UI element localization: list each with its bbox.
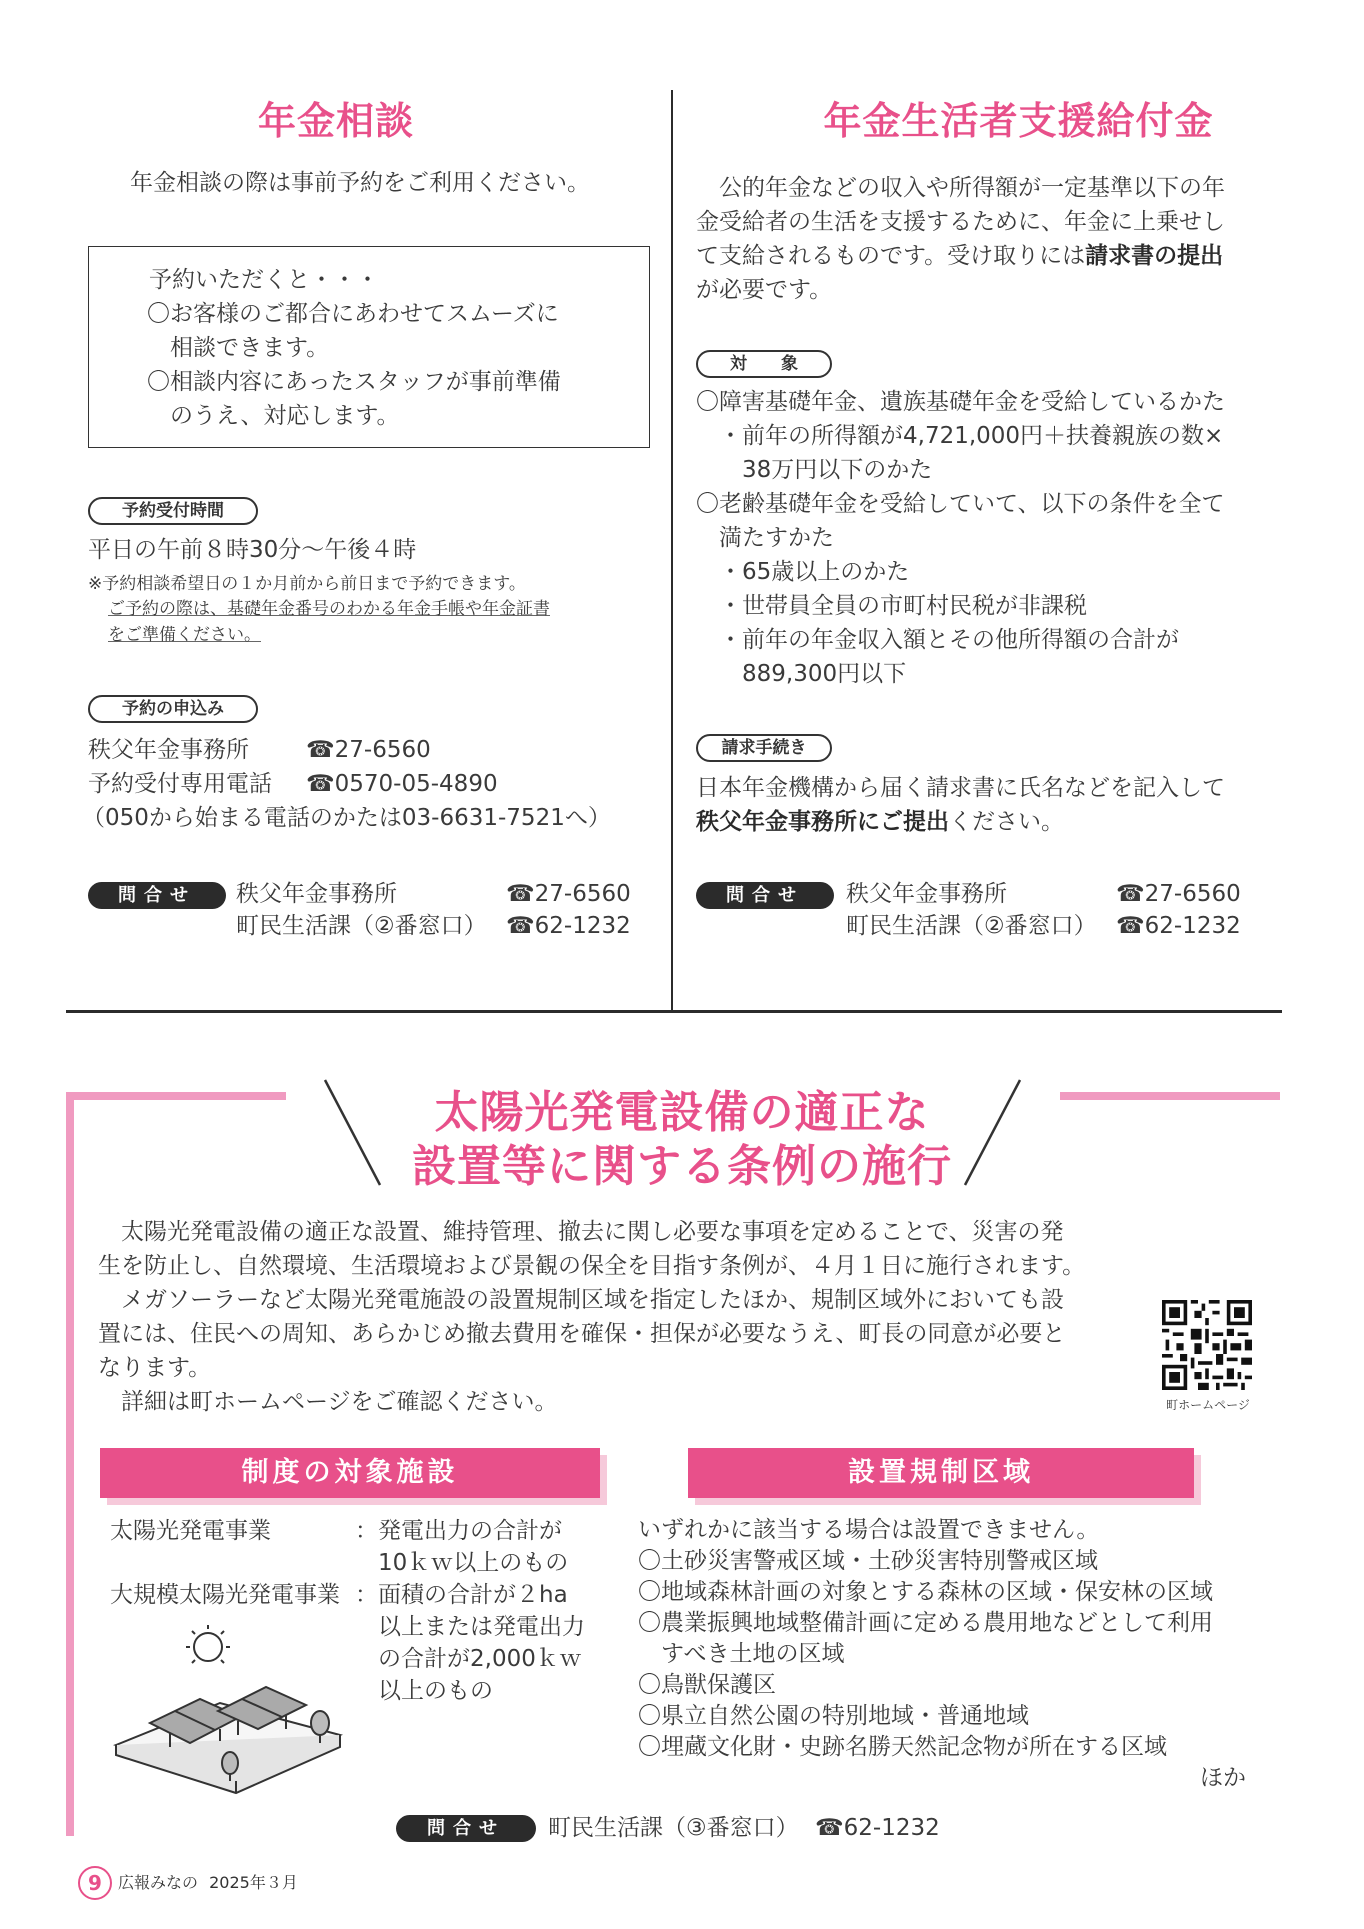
zone-etc: ほか bbox=[1200, 1765, 1246, 1791]
contact-name: 町民生活課（②番窓口） bbox=[236, 913, 487, 939]
procedure-label: 請求手続き bbox=[696, 734, 832, 762]
column-divider bbox=[671, 90, 673, 1010]
qr-code-icon[interactable] bbox=[1162, 1300, 1252, 1390]
hours-note: ご予約の際は、基礎年金番号のわかる年金手帳や年金証書 bbox=[108, 599, 550, 619]
target-line: ・世帯員全員の市町村民税が非課税 bbox=[696, 593, 1087, 619]
facility-desc: 10ｋｗ以上のもの bbox=[355, 1550, 569, 1576]
solar-panel-illustration bbox=[110, 1625, 350, 1805]
hours-note: ※予約相談希望日の１か月前から前日まで予約できます。 bbox=[88, 574, 526, 594]
footer-publication bbox=[118, 1870, 298, 1893]
zones-header: 設置規制区域 bbox=[688, 1448, 1194, 1498]
target-line: 889,300円以下 bbox=[696, 661, 907, 687]
target-label: 対 象 bbox=[696, 350, 832, 378]
contact-tel: ☎27-6560 bbox=[1116, 881, 1241, 907]
contact-tel: ☎62-1232 bbox=[506, 913, 631, 939]
target-line: ・前年の所得額が4,721,000円＋扶養親族の数× bbox=[696, 423, 1224, 449]
zone-line: すべき土地の区域 bbox=[638, 1641, 845, 1667]
apply-tel: ☎27-6560 bbox=[306, 737, 431, 763]
zone-line: 〇地域森林計画の対象とする森林の区域・保安林の区域 bbox=[638, 1579, 1213, 1605]
left-intro: 年金相談の際は事前予約をご利用ください。 bbox=[130, 170, 590, 196]
right-intro: 公的年金などの収入や所得額が一定基準以下の年 bbox=[696, 175, 1225, 201]
solar-title: 設置等に関する条例の施行 bbox=[412, 1141, 952, 1192]
left-title: 年金相談 bbox=[257, 99, 414, 143]
facility-desc: ：発電出力の合計が bbox=[355, 1518, 562, 1544]
left-info-box bbox=[88, 246, 650, 448]
solar-paragraph: メガソーラーなど太陽光発電施設の設置規制区域を指定したほか、規制区域外においても設 bbox=[98, 1287, 1064, 1313]
solar-title: 太陽光発電設備の適正な bbox=[434, 1087, 930, 1138]
facility-desc: の合計が2,000ｋｗ bbox=[355, 1646, 582, 1672]
target-line: 〇老齢基礎年金を受給していて、以下の条件を全て bbox=[696, 491, 1225, 517]
solar-paragraph: 詳細は町ホームページをご確認ください。 bbox=[98, 1389, 558, 1415]
zone-line: いずれかに該当する場合は設置できません。 bbox=[638, 1517, 1100, 1543]
contact-label: 問合せ bbox=[396, 1815, 536, 1842]
contact-name: 町民生活課（③番窓口） bbox=[548, 1815, 799, 1841]
qr-caption: 町ホームページ bbox=[1166, 1398, 1250, 1412]
contact-tel: ☎62-1232 bbox=[815, 1815, 940, 1841]
contact-tel: ☎62-1232 bbox=[1116, 913, 1241, 939]
solar-paragraph: なります。 bbox=[98, 1355, 212, 1381]
apply-name: 予約受付専用電話 bbox=[88, 771, 272, 797]
right-title: 年金生活者支援給付金 bbox=[823, 99, 1214, 143]
apply-note: （050から始まる電話のかたは03-6631-7521へ） bbox=[82, 805, 611, 831]
zone-line: 〇県立自然公園の特別地域・普通地域 bbox=[638, 1703, 1029, 1729]
procedure-text: 日本年金機構から届く請求書に氏名などを記入して bbox=[696, 775, 1225, 801]
zone-line: 〇農業振興地域整備計画に定める農用地などとして利用 bbox=[638, 1610, 1213, 1636]
contact-tel: ☎27-6560 bbox=[506, 881, 631, 907]
facility-name: 大規模太陽光発電事業 bbox=[110, 1582, 340, 1608]
box-line: 〇相談内容にあったスタッフが事前準備 bbox=[147, 369, 561, 395]
hours-label: 予約受付時間 bbox=[88, 497, 258, 525]
facility-name: 太陽光発電事業 bbox=[110, 1518, 271, 1544]
contact-label: 問合せ bbox=[88, 882, 226, 909]
facility-desc: ：面積の合計が２ha bbox=[355, 1582, 568, 1608]
section-divider bbox=[66, 1010, 1282, 1013]
box-line: 相談できます。 bbox=[147, 335, 330, 361]
solar-paragraph: 置には、住民への周知、あらかじめ撤去費用を確保・担保が必要なうえ、町長の同意が必要と bbox=[98, 1321, 1066, 1347]
page-number: 9 bbox=[78, 1866, 112, 1900]
facility-desc: 以上または発電出力 bbox=[355, 1614, 585, 1640]
right-intro: が必要です。 bbox=[696, 277, 833, 303]
facilities-header: 制度の対象施設 bbox=[100, 1448, 600, 1498]
zone-line: 〇埋蔵文化財・史跡名勝天然記念物が所在する区域 bbox=[638, 1734, 1167, 1760]
apply-name: 秩父年金事務所 bbox=[88, 737, 249, 763]
target-line: 38万円以下のかた bbox=[696, 457, 933, 483]
publication-date: 2025年３月 bbox=[209, 1873, 298, 1892]
apply-tel: ☎0570-05-4890 bbox=[306, 771, 498, 797]
box-line: 〇お客様のご都合にあわせてスムーズに bbox=[147, 301, 559, 327]
hours-note: をご準備ください。 bbox=[108, 625, 261, 645]
facility-desc: 以上のもの bbox=[355, 1678, 493, 1704]
solar-paragraph: 生を防止し、自然環境、生活環境および景観の保全を目指す条例が、４月１日に施行されます。 bbox=[98, 1253, 1086, 1279]
target-line: 〇障害基礎年金、遺族基礎年金を受給しているかた bbox=[696, 389, 1225, 415]
zone-line: 〇土砂災害警戒区域・土砂災害特別警戒区域 bbox=[638, 1548, 1098, 1574]
pink-side-bar bbox=[66, 1092, 74, 1836]
box-line: 予約いただくと・・・ bbox=[149, 267, 379, 293]
contact-label: 問合せ bbox=[696, 882, 834, 909]
publication-name: 広報みなの bbox=[118, 1873, 199, 1892]
apply-label: 予約の申込み bbox=[88, 695, 258, 723]
right-intro: 金受給者の生活を支援するために、年金に上乗せし bbox=[696, 209, 1225, 235]
box-line: のうえ、対応します。 bbox=[147, 403, 400, 429]
target-line: ・前年の年金収入額とその他所得額の合計が bbox=[696, 627, 1179, 653]
target-line: 満たすかた bbox=[696, 525, 834, 551]
solar-paragraph: 太陽光発電設備の適正な設置、維持管理、撤去に関し必要な事項を定めることで、災害の発 bbox=[98, 1219, 1064, 1245]
target-line: ・65歳以上のかた bbox=[696, 559, 910, 585]
contact-name: 秩父年金事務所 bbox=[846, 881, 1007, 907]
procedure-text: 秩父年金事務所にご提出ください。 bbox=[696, 809, 1064, 835]
contact-name: 秩父年金事務所 bbox=[236, 881, 397, 907]
right-intro: て支給されるものです。受け取りには請求書の提出 bbox=[696, 243, 1224, 269]
zone-line: 〇鳥獣保護区 bbox=[638, 1672, 776, 1698]
contact-name: 町民生活課（②番窓口） bbox=[846, 913, 1097, 939]
hours-text: 平日の午前８時30分～午後４時 bbox=[88, 537, 417, 563]
